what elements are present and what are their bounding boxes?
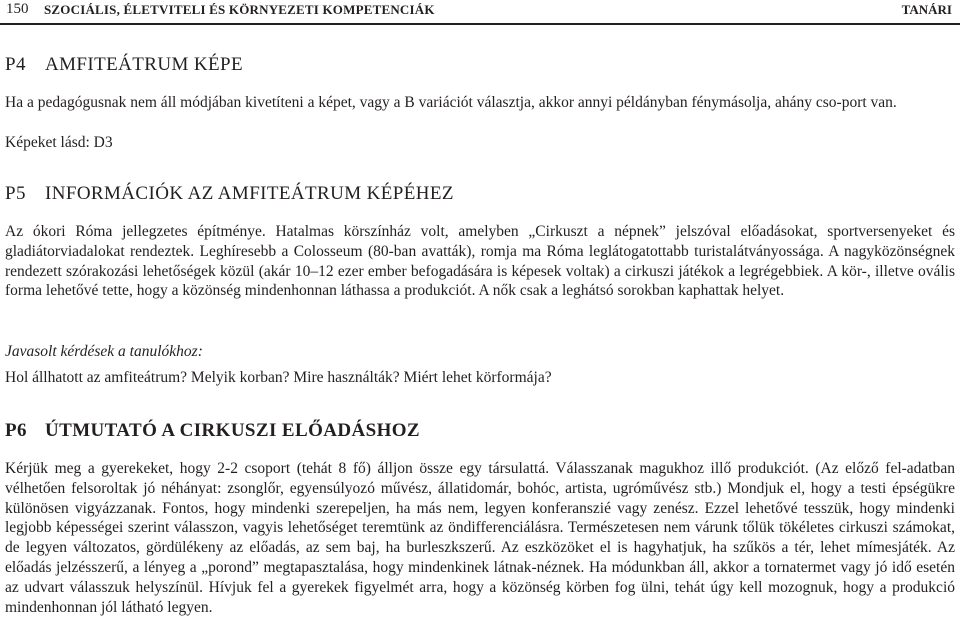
paragraph-p5-questions-label: Javasolt kérdések a tanulókhoz: <box>5 343 203 360</box>
section-code: P4 <box>5 54 26 75</box>
paragraph-p4-images: Képeket lásd: D3 <box>5 134 113 151</box>
running-header-label: TANÁRI <box>901 2 952 17</box>
section-heading-p5 <box>5 183 454 205</box>
section-heading-p4 <box>5 54 243 76</box>
header-divider <box>0 23 960 25</box>
page-header <box>0 0 960 24</box>
section-code: P5 <box>5 183 26 204</box>
paragraph-p6-instructions: Kérjük meg a gyerekeket, hogy 2-2 csoport (tehát 8 fő) álljon össze egy társulattá. Válasszanak magukhoz illő produkciót. (Az előző fel-adatban vélhetően felsoroltak jó néhányat: zsonglőr, egyensúlyozó művész, állatidomár, bohóc, artista, ugróművész stb.) Mondjuk el, hogy a testi épségükre különösen vigyázzanak. Fontos, hogy mindenki szerepeljen, ha más nem, legyen konferanszié vagy zenész. Ezzel lehetővé tesszük, hogy mindenki legjobb képességei szerint válasszon, vagyis lehetőséget teremtünk az öndifferenciálásra. Természetesen nem várunk tőlük tökéletes cirkuszi számokat, de legyen változatos, gördülékeny az előadás, az sem baj, ha burleszkszerű. Az eszközöket el is hagyhatjuk, ha szűkös a tér, lehet mímesjáték. Az előadás jelzésszerű, a lényeg a „porond” megtapasztalása, hogy mindenkinek látnak-néznek. Ha módunkban áll, akkor a tornatermet vagy jó idő esetén az udvart válasszuk helyszínül. Hívjuk fel a gyerekek figyelmét arra, hogy a közönség körben fog ülni, tehát úgy kell mozognuk, hogy a produkció mindenhonnan jól látható legyen. <box>5 460 955 616</box>
section-heading-p6 <box>5 420 420 442</box>
paragraph-p4-intro: Ha a pedagógusnak nem áll módjában kivetíteni a képet, vagy a B variációt választja, akkor annyi példányban fénymásolja, ahány cso-port van. <box>5 94 897 111</box>
running-header-title: SZOCIÁLIS, ÉLETVITELI ÉS KÖRNYEZETI KOMPETENCIÁK <box>44 2 435 17</box>
section-title: AMFITEÁTRUM KÉPE <box>45 54 243 75</box>
section-title: INFORMÁCIÓK AZ AMFITEÁTRUM KÉPÉHEZ <box>45 183 454 204</box>
section-title: ÚTMUTATÓ A CIRKUSZI ELŐADÁSHOZ <box>45 420 421 441</box>
page-number: 150 <box>6 1 29 17</box>
paragraph-p5-info: Az ókori Róma jellegzetes építménye. Hatalmas körszínház volt, amelyben „Cirkuszt a népnek” jelszóval előadásokat, sportversenyeket és gladiátorviadalokat rendeztek. Leghíresebb a Colosseum (80-ban avatták), romja ma Róma leglátogatottabb turistalátványossága. A nagyközönségnek rendezett szórakozási lehetőségek közül (akár 10–12 ezer ember befogadására is képesek voltak) a cirkuszi játékok a legrégebbiek. A kör-, illetve ovális forma lehetővé tette, hogy a közönség mindenhonnan láthassa a produkciót. A nők csak a leghátsó sorokban kaphattak helyet. <box>5 223 955 300</box>
section-code: P6 <box>5 420 27 441</box>
paragraph-p5-questions: Hol állhatott az amfiteátrum? Melyik korban? Mire használták? Miért lehet körformája? <box>5 369 552 386</box>
